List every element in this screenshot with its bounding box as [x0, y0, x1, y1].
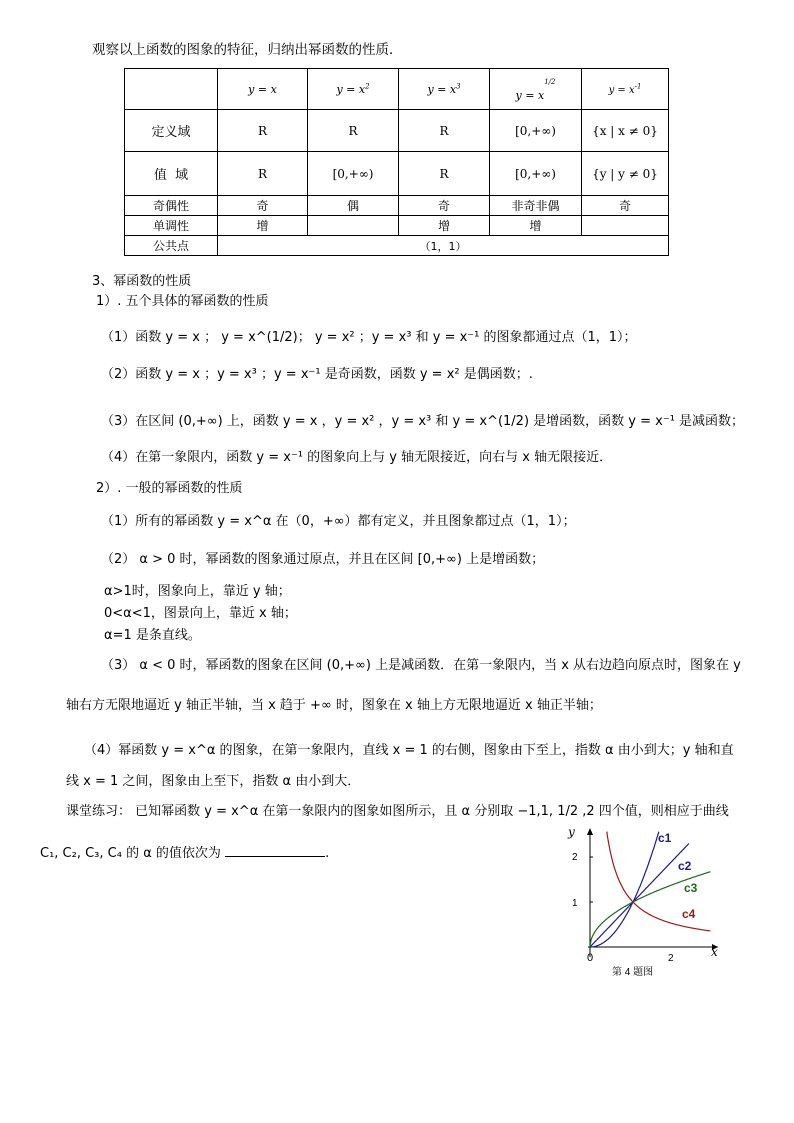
graph-caption: 第 4 题图 [612, 967, 654, 978]
paragraph: （3） α < 0 时，幂函数的图象在区间 (0,+∞) 上是减函数．在第一象限内，当 x 从右边趋向原点时，图象在 y [101, 658, 741, 673]
curve-c1 [590, 832, 659, 947]
table-row: 单调性 增 增 增 [125, 216, 669, 236]
table-row: 定义域 R R R [0,+∞) {x | x ≠ 0} [125, 110, 669, 152]
paragraph: （4）幂函数 y = x^α 的图象，在第一象限内，直线 x = 1 的右侧，图象由下至上，指数 α 由小到大；y 轴和直 [84, 743, 734, 758]
paragraph: （2）函数 y = x ；y = x³ ；y = x⁻¹ 是奇函数，函数 y = x² 是偶函数；. [101, 367, 533, 382]
y-axis-arrow [587, 828, 593, 835]
table-row: 公共点 （1，1） [125, 236, 669, 256]
label-c2: c2 [678, 859, 692, 873]
paragraph: 线 x = 1 之间，图象由上至下，指数 α 由小到大． [66, 774, 361, 789]
col-y-x2: $y = x^2$ [308, 69, 399, 110]
subsection-heading: 1）. 五个具体的幂函数的性质 [96, 294, 269, 309]
paragraph: α=1 是条直线。 [104, 628, 201, 643]
intro-text: 观察以上函数的图象的特征，归纳出幂函数的性质． [92, 42, 403, 58]
col-y-x: y = x [218, 69, 308, 110]
exercise-question: C₁, C₂, C₃, C₄ 的 α 的值依次为 . [40, 846, 330, 861]
col-y-inv: $y = x^{-1}$ [582, 69, 669, 110]
paragraph: （4）在第一象限内，函数 y = x⁻¹ 的图象向上与 y 轴无限接近，向右与 x 轴无限接近． [101, 450, 613, 465]
col-y-sqrt: $y = x^{1/2}$ [490, 69, 582, 110]
paragraph: （1）函数 y = x ； y = x^(1/2)； y = x² ；y = x³ 和 y = x⁻¹ 的图象都通过点（1，1）； [101, 330, 637, 345]
paragraph: α>1时，图象向上，靠近 y 轴； [104, 584, 291, 599]
tick-label-x2: 2 [668, 953, 674, 964]
tick-label-y2: 2 [572, 852, 578, 863]
tick-label-y1: 1 [572, 898, 578, 909]
power-function-graph [560, 822, 730, 982]
paragraph: （1）所有的幂函数 y = x^α 在（0，+∞）都有定义，并且图象都过点（1，1）； [101, 514, 576, 529]
paragraph: 轴右方无限地逼近 y 轴正半轴，当 x 趋于 +∞ 时，图象在 x 轴上方无限地逼近 x 轴正半轴； [66, 698, 602, 713]
curve-c2 [590, 844, 689, 948]
table-header-row [125, 69, 669, 110]
exercise-text: 课堂练习： 已知幂函数 y = x^α 在第一象限内的图象如图所示，且 α 分别取 −1,1, 1/2 ,2 四个值，则相应于曲线 [66, 804, 729, 819]
label-c3: c3 [684, 881, 698, 895]
answer-blank[interactable] [225, 844, 325, 857]
x-axis-label: x [711, 945, 718, 959]
paragraph: （2） α > 0 时，幂函数的图象通过原点，并且在区间 [0,+∞) 上是增函数； [101, 552, 545, 567]
y-axis-label: y [568, 825, 575, 839]
power-function-table [124, 68, 669, 256]
table-row: 奇偶性 奇 偶 奇 非奇非偶 奇 [125, 196, 669, 216]
paragraph: （3）在区间 (0,+∞) 上，函数 y = x ，y = x² ，y = x³ 和 y = x^(1/2) 是增函数，函数 y = x⁻¹ 是减函数； [101, 414, 745, 429]
label-c4: c4 [682, 907, 696, 921]
paragraph: 0<α<1，图景向上，靠近 x 轴； [104, 606, 297, 621]
col-y-x3: $y = x^3$ [399, 69, 490, 110]
tick-label-x0: 0 [587, 952, 594, 964]
section-heading: 3、幂函数的性质 [92, 274, 192, 289]
table-row: 值 域 R [0,+∞) R [0,+∞) {y | y ≠ 0} [125, 152, 669, 196]
subsection-heading: 2）. 一般的幂函数的性质 [96, 481, 243, 496]
label-c1: c1 [658, 831, 672, 845]
